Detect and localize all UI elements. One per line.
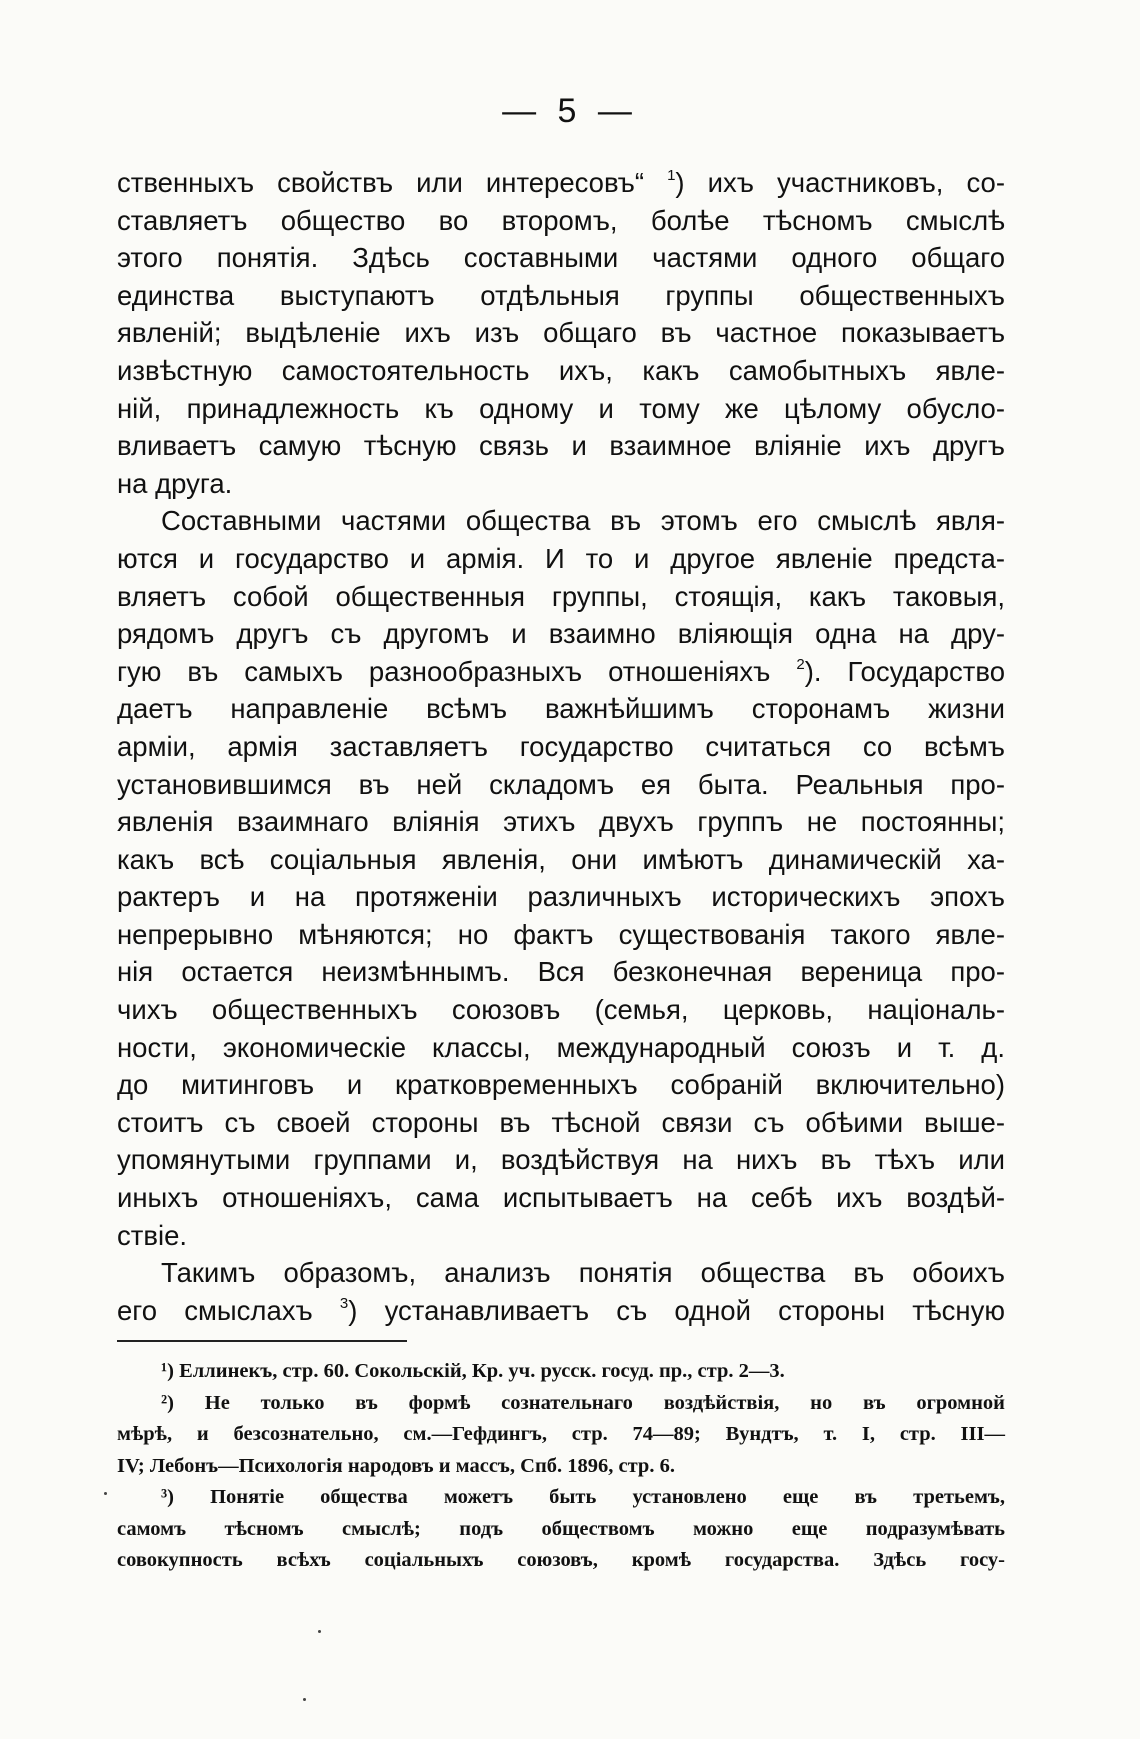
page-number: — 5 — [502,92,638,130]
text-line: ній, принадлежность къ одному и тому же цѣлому обусло- [117,392,1005,424]
text-line: рактеръ и на протяженіи различныхъ историческихъ эпохъ [117,881,1005,913]
text-line: нія остается неизмѣннымъ. Вся безконечная вереница про- [117,956,1005,988]
footnote-divider [117,1340,407,1342]
text-line: ственныхъ свойствъ или интересовъ“ $^1$) ихъ участниковъ, со- [117,167,1005,198]
text-line: иныхъ отношеніяхъ, сама испытываетъ на себѣ ихъ воздѣй- [117,1182,1005,1214]
text-line: чихъ общественныхъ союзовъ (семья, церковь, національ- [117,994,1005,1026]
text-line: ности, экономическіе классы, международный союзъ и т. д. [117,1031,1005,1063]
text-line: явленій; выдѣленіе ихъ изъ общаго въ частное показываетъ [117,317,1005,349]
text-line: стоитъ съ своей стороны въ тѣсной связи съ обѣими выше- [117,1106,1005,1138]
footnote-line: совокупность всѣхъ соціальныхъ союзовъ, кромѣ государства. Здѣсь госу- [117,1549,1005,1571]
paper-speck [104,1492,107,1495]
paper-speck [303,1698,306,1701]
text-line: какъ всѣ соціальныя явленія, они имѣютъ динамическій ха- [117,843,1005,875]
text-line: арміи, армія заставляетъ государство считаться со всѣмъ [117,730,1005,762]
text-line: вливаетъ самую тѣсную связь и взаимное вліяніе ихъ другъ [117,430,1005,462]
footnotes [117,1356,1005,1577]
footnote-line: ³) Понятіе общества можетъ быть установлено еще въ третьемъ, [161,1486,1005,1508]
text-line: на друга. [117,467,233,499]
footnote-line: ¹) Еллинекъ, стр. 60. Сокольскій, Кр. уч. русск. госуд. пр., стр. 2—3. [161,1360,785,1382]
text-line: этого понятія. Здѣсь составными частями одного общаго [117,242,1005,274]
footnote-marker: 3 [339,1294,349,1312]
text-line: единства выступаютъ отдѣльныя группы общественныхъ [117,279,1005,311]
footnote-line: IV; Лебонъ—Психологія народовъ и массъ, Спб. 1896, стр. 6. [117,1454,675,1477]
text-line: гую въ самыхъ разнообразныхъ отношеніяхъ $^2$). Государство [117,655,1005,687]
text-line: рядомъ другъ съ другомъ и взаимно вліяющія одна на дру- [117,618,1005,650]
text-line: ствіе. [117,1219,187,1251]
paper-speck [318,1630,321,1633]
text-line: непрерывно мѣняются; но фактъ существованія такого явле- [117,918,1005,950]
footnote-line: самомъ тѣсномъ смыслѣ; подъ обществомъ можно еще подразумѣвать [117,1517,1005,1540]
footnote-line: ²) Не только въ формѣ сознательнаго воздѣйствія, но въ огромной [161,1391,1005,1414]
text-line: Составными частями общества въ этомъ его смыслѣ явля- [161,505,1005,537]
text-line: ставляетъ общество во второмъ, болѣе тѣсномъ смыслѣ [117,204,1005,236]
text-line: установившимся въ ней складомъ ея быта. Реальныя про- [117,768,1005,800]
text-line: извѣстную самостоятельность ихъ, какъ самобытныхъ явле- [117,354,1005,386]
footnote-line: мѣрѣ, и безсознательно, см.—Гефдингъ, стр. 74—89; Вундтъ, т. I, стр. III— [117,1423,1005,1445]
text-line: упомянутыми группами и, воздѣйствуя на нихъ въ тѣхъ или [117,1144,1005,1176]
footnote-marker: 1 [667,167,676,184]
text-line: Такимъ образомъ, анализъ понятія общества въ обоихъ [161,1257,1005,1289]
footnote-marker: 2 [796,655,805,673]
text-line: даетъ направленіе всѣмъ важнѣйшимъ сторонамъ жизни [117,693,1005,725]
text-line: явленія взаимнаго вліянія этихъ двухъ группъ не постоянны; [117,806,1005,838]
text-line: вляетъ собой общественныя группы, стоящія, какъ таковыя, [117,580,1005,612]
text-line: его смыслахъ $^3$) устанавливаетъ съ одной стороны тѣсную [117,1294,1005,1326]
text-line: ются и государство и армія. И то и другое явленіе предста- [117,542,1005,574]
main-text [117,164,1005,1329]
text-line: до митинговъ и кратковременныхъ собраній включительно) [117,1069,1005,1101]
